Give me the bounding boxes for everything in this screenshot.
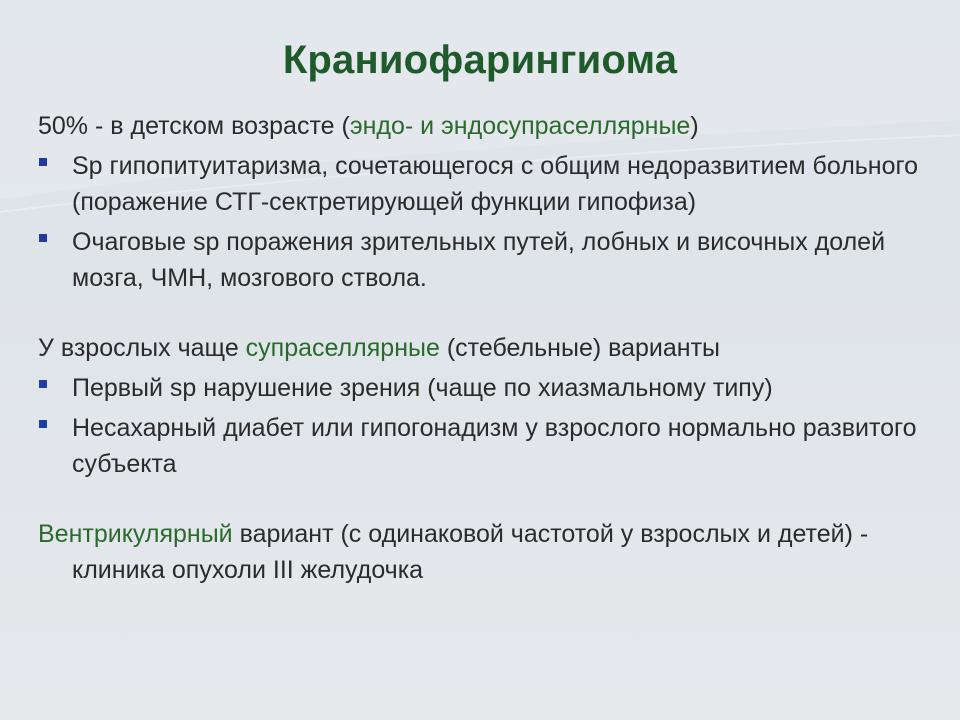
- bullet-text: Sp гипопитуитаризма, сочетающегося с общим недоразвитием больного (поражение СТГ-сектретирующей функции гипофиза): [72, 152, 918, 216]
- section1-intro-green: эндо- и эндосупраселлярные: [349, 112, 691, 140]
- slide-content: [38, 108, 928, 588]
- section1-intro-suffix: ): [690, 112, 699, 140]
- square-bullet-icon: [39, 420, 47, 428]
- section1-intro-prefix: 50% - в детском возрасте (: [38, 112, 350, 140]
- section2-intro: [38, 330, 928, 366]
- section3-text: [38, 516, 928, 588]
- section2-intro-green: супраселлярные: [245, 334, 440, 362]
- section3-rest: вариант (с одинаковой частотой у взрослых и детей) - клиника опухоли III желудочка: [72, 520, 869, 584]
- bullet-item: [38, 370, 928, 406]
- slide-title: Краниофарингиома: [282, 38, 678, 82]
- section3-green: Вентрикулярный: [38, 520, 233, 548]
- bullet-item: [38, 224, 928, 296]
- bullet-text: Несахарный диабет или гипогонадизм у взрослого нормально развитого субъекта: [72, 414, 917, 478]
- section1-intro: [38, 108, 928, 144]
- square-bullet-icon: [39, 380, 47, 388]
- bullet-item: [38, 410, 928, 482]
- bullet-text: Очаговые sp поражения зрительных путей, лобных и височных долей мозга, ЧМН, мозгового ствола.: [72, 228, 886, 292]
- square-bullet-icon: [39, 234, 47, 242]
- bullet-text: Первый sp нарушение зрения (чаще по хиазмальному типу): [72, 374, 773, 402]
- bullet-item: [38, 148, 928, 220]
- square-bullet-icon: [39, 158, 47, 166]
- section2-intro-prefix: У взрослых чаще: [38, 334, 246, 362]
- section2-intro-suffix: (стебельные) варианты: [439, 334, 721, 362]
